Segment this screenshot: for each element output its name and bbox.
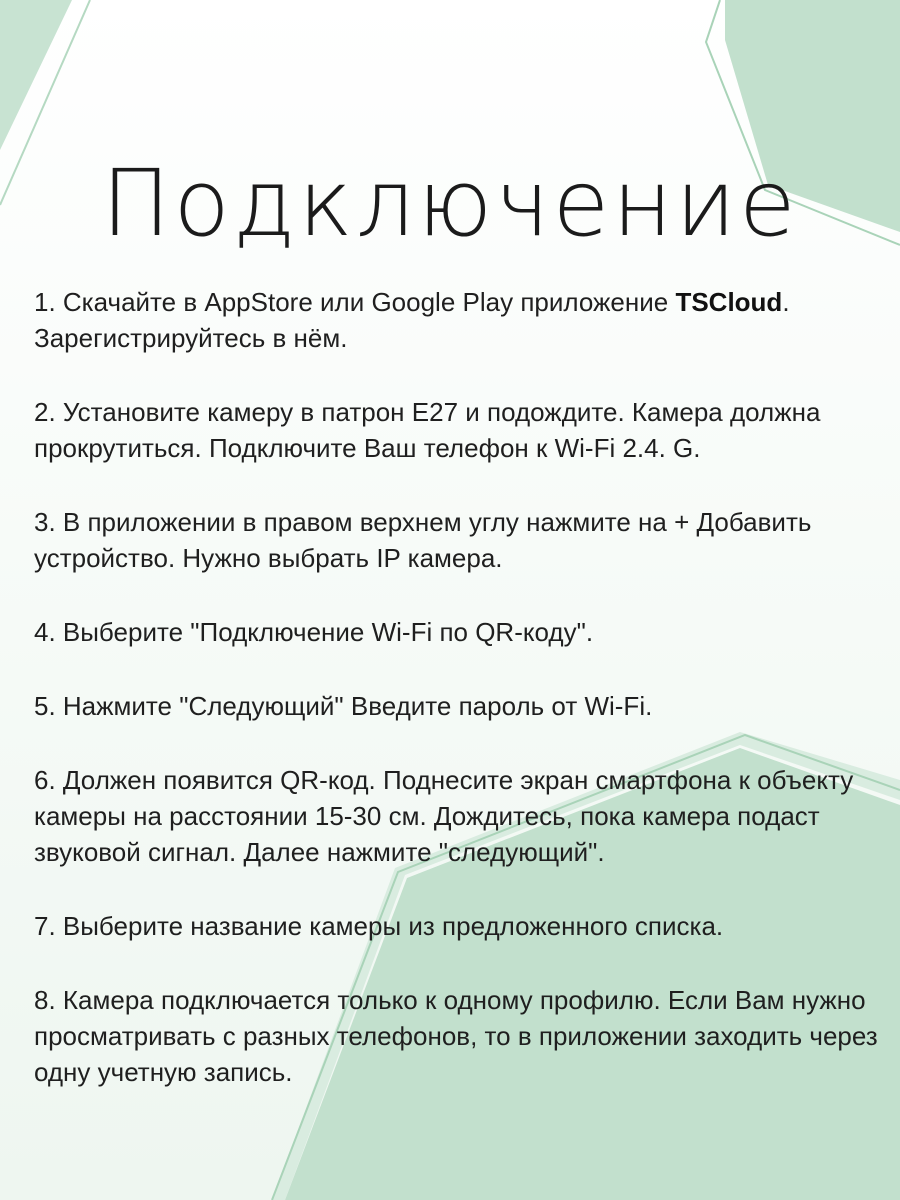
step-1-text: 1. Скачайте в AppStore или Google Play приложение [34,287,676,317]
step-6: 6. Должен появится QR-код. Поднесите экран смартфона к объекту камеры на расстоянии 15-30 см. Дождитесь, пока камера подаст звуковой сигнал. Далее нажмите "следующий". [34,765,854,867]
app-name: TSCloud [675,287,783,317]
step-2: 2. Установите камеру в патрон E27 и подождите. Камера должна прокрутиться. Подключите Ваш телефон к Wi-Fi 2.4. G. [34,397,821,463]
step-4: 4. Выберите "Подключение Wi-Fi по QR-коду". [34,617,594,647]
step-7: 7. Выберите название камеры из предложенного списка. [34,911,724,941]
step-1-text-after: . Зарегистрируйтесь в нём. [34,287,790,353]
page-title: Подключение [101,150,799,257]
step-8: 8. Камера подключается только к одному профилю. Если Вам нужно просматривать с разных телефонов, то в приложении заходить через одну учетную запись. [34,985,878,1087]
top-left-shape [0,0,72,150]
steps-list [34,284,879,1128]
step-1 [34,284,879,356]
step-5: 5. Нажмите "Следующий" Введите пароль от Wi-Fi. [34,691,653,721]
step-3: 3. В приложении в правом верхнем углу нажмите на + Добавить устройство. Нужно выбрать IP камера. [34,507,812,573]
